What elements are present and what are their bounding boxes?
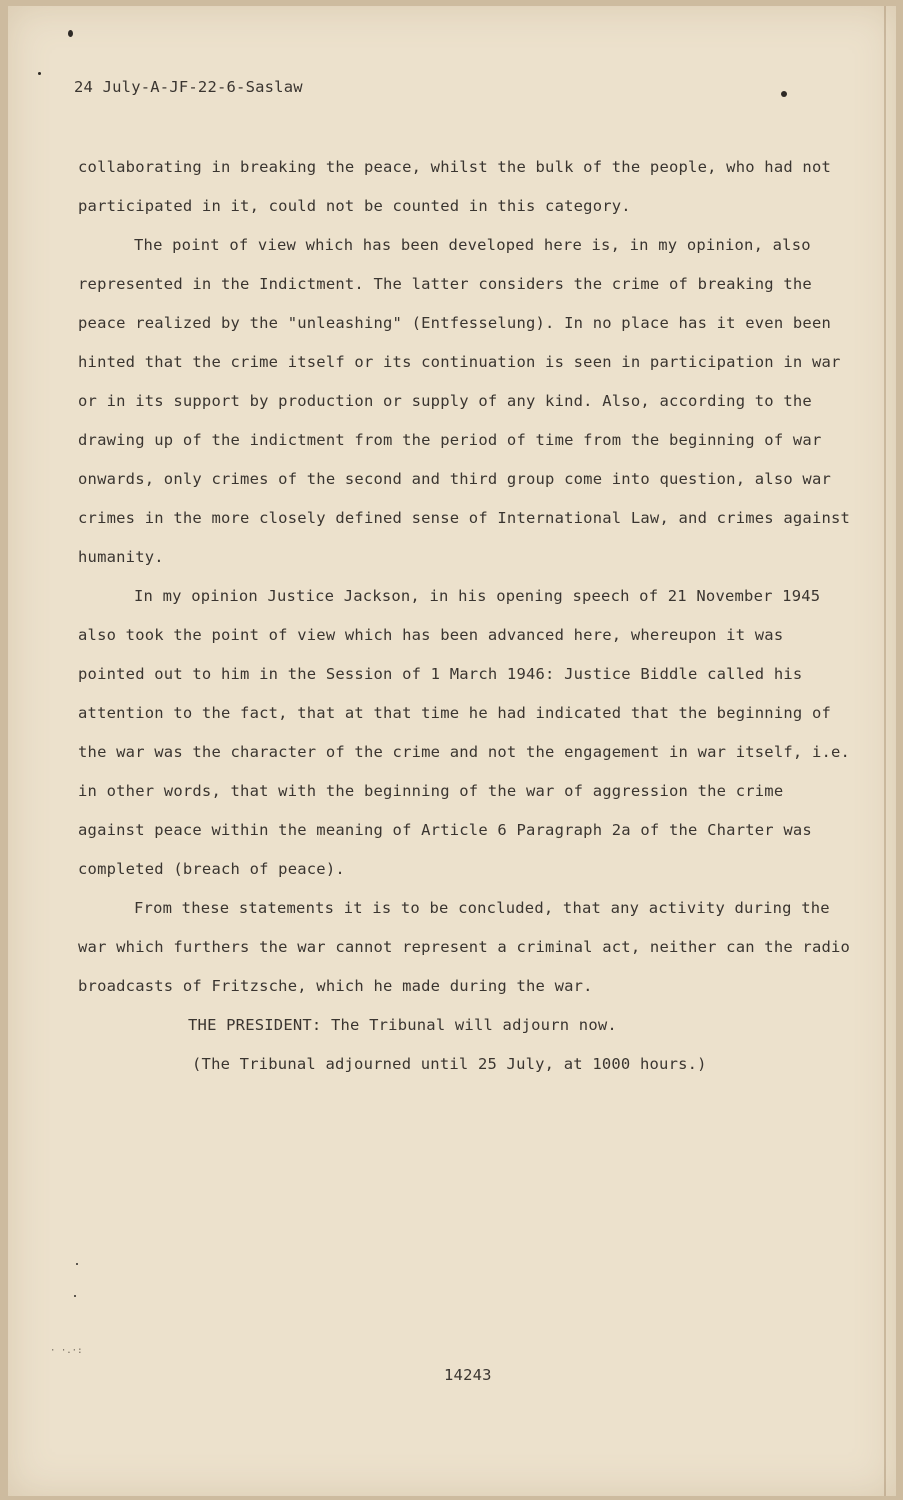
ink-speck xyxy=(781,91,787,97)
document-body xyxy=(78,148,853,1084)
paragraph-1: collaborating in breaking the peace, whilst the bulk of the people, who had not participated in it, could not be counted in this category. xyxy=(78,158,832,215)
adjournment-note: (The Tribunal adjourned until 25 July, at 1000 hours.) xyxy=(192,1055,707,1073)
president-statement: THE PRESIDENT: The Tribunal will adjourn now. xyxy=(188,1016,617,1034)
paragraph-2: The point of view which has been developed here is, in my opinion, also represented in the Indictment. The latter considers the crime of breaking the peace realized by the "unleashing" (Entfesselung). In no place has it even been hinted that the crime itself or its continuation is seen in participation in war or in its support by production or supply of any kind. Also, according to the drawing up of the indictment from the period of time from the beginning of war onwards, only crimes of the second and third group come into question, also war crimes in the more closely defined sense of International Law, and crimes against humanity. xyxy=(78,236,851,566)
paragraph-3: In my opinion Justice Jackson, in his opening speech of 21 November 1945 also took the point of view which has been advanced here, whereupon it was pointed out to him in the Session of 1 March 1946: Justice Biddle called his attention to the fact, that at that time he had indicated that the beginning of the war was the character of the crime and not the engagement in war itself, i.e. in other words, that with the beginning of the war of aggression the crime against peace within the meaning of Article 6 Paragraph 2a of the Charter was completed (breach of peace). xyxy=(78,587,851,878)
ink-speck xyxy=(68,30,73,37)
ink-speck xyxy=(38,72,41,75)
page-edge-shadow xyxy=(884,6,886,1496)
ink-speck xyxy=(76,1263,78,1265)
document-reference-header: 24 July-A-JF-22-6-Saslaw xyxy=(74,78,303,96)
page-number: 14243 xyxy=(444,1366,492,1384)
paragraph-4: From these statements it is to be concluded, that any activity during the war which furthers the war cannot represent a criminal act, neither can the radio broadcasts of Fritzsche, which he made during the war. xyxy=(78,899,851,995)
document-page xyxy=(8,6,896,1496)
paper-smudge: · ·.·: xyxy=(50,1346,83,1356)
ink-speck xyxy=(74,1295,76,1297)
